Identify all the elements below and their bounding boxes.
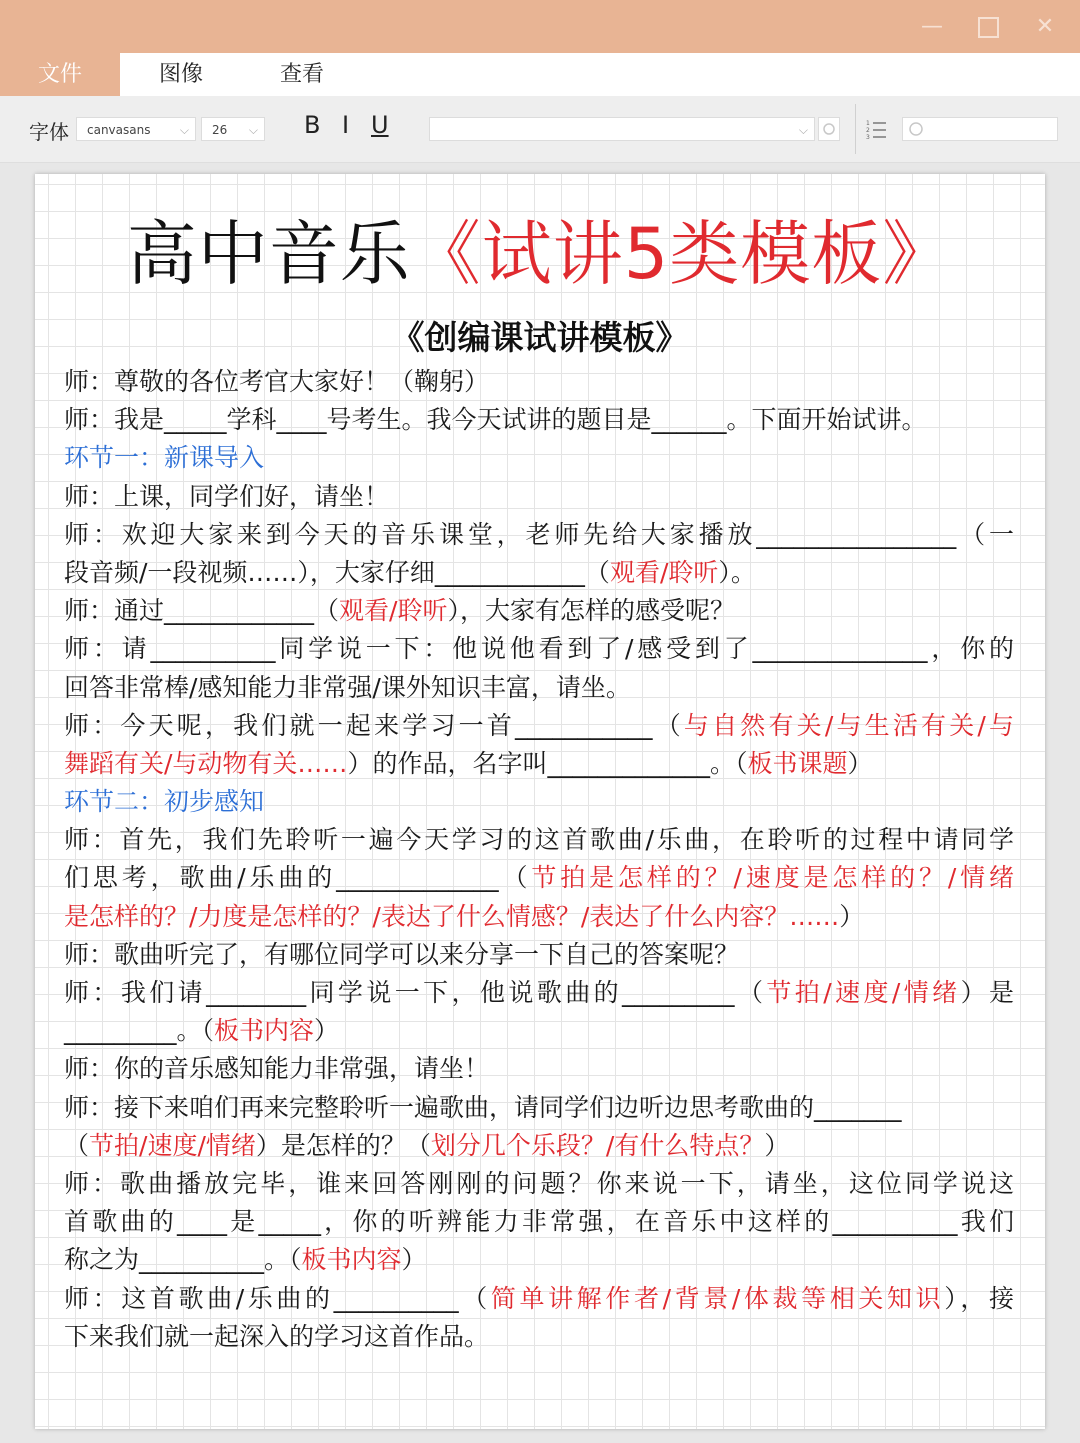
close-icon[interactable]: ✕ [1035,14,1055,39]
line-text: ） [839,901,865,931]
line-text: ）的作品，名字叫_____________。（ [347,748,748,778]
document-line [64,1241,1014,1279]
section-heading-text: 环节一：新课导入 [64,443,265,473]
title-main: 高中音乐 [126,213,411,295]
underline-button[interactable]: U [371,111,389,139]
highlight-text: 观看/聆听 [609,557,719,587]
line-text: 师：歌曲听完了，有哪位同学可以来分享一下自己的答案呢？ [64,939,740,969]
line-text: ）是 [960,978,1014,1007]
line-text: （ [64,1130,90,1160]
line-text: 师：接下来咱们再来完整聆听一遍歌曲，请同学们边听边思考歌曲的_______ [64,1092,902,1122]
highlight-text: 节拍是怎样的？/速度是怎样的？/情绪 [531,863,1014,893]
refresh-button[interactable] [818,117,840,141]
svg-text:3: 3 [866,134,870,140]
line-text: 师：请__________同学说一下：他说他看到了/感受到了______________，你的 [64,634,1014,664]
document-line [64,1318,1014,1356]
line-text: 称之为__________。（ [64,1245,302,1275]
line-text: ） [314,1016,340,1046]
document-line [64,898,1014,936]
font-size-value: 26 [212,123,228,137]
line-text: 师：歌曲播放完毕，谁来回答刚刚的问题？你来说一下，请坐，这位同学说这 [64,1168,1014,1198]
refresh-icon [819,118,839,140]
highlight-text: 简单讲解作者/背景/体裁等相关知识 [490,1283,945,1313]
svg-text:1: 1 [866,120,870,127]
numbered-list-button[interactable] [866,118,888,140]
document-line [64,1280,1014,1318]
document-line [64,554,1014,592]
highlight-text: 与自然有关/与生活有关/与 [683,710,1014,740]
line-text: 首歌曲的____是_____，你的听辨能力非常强，在音乐中这样的__________我们 [64,1207,1014,1237]
menu-bar [0,53,1080,96]
highlight-text: 板书内容 [214,1016,315,1046]
document-line [64,630,1014,668]
line-text: ）是怎样的？（ [255,1130,431,1160]
font-family-value: canvasans [87,123,151,137]
line-text: ），大家有怎样的感受呢？ [447,596,735,626]
search-input[interactable] [902,117,1058,141]
page-title [35,198,1045,299]
line-text: 师：上课，同学们好，请坐！ [64,481,390,511]
document-page[interactable] [35,174,1045,1429]
document-line [64,936,1014,974]
highlight-text: 节拍/速度/情绪 [89,1130,256,1160]
document-line [64,1089,1014,1127]
page-subtitle: 《创编课试讲模板》 [391,318,689,357]
chevron-down-icon: ⌵ [248,123,258,137]
document-line [64,821,1014,859]
italic-button[interactable]: I [342,111,350,139]
document-line [64,859,1014,897]
line-text: 师：我们请________同学说一下，他说歌曲的_________（ [64,978,767,1007]
menu-file[interactable]: 文件 [0,53,120,96]
search-icon [906,118,926,140]
line-text: 师：今天呢，我们就一起来学习一首___________（ [64,710,684,740]
chevron-down-icon: ⌵ [798,123,808,137]
document-line [64,974,1014,1012]
title-highlight: 《试讲5类模板》 [410,213,954,295]
line-text: 师：这首歌曲/乐曲的__________（ [64,1283,491,1313]
section-heading-text: 环节二：初步感知 [64,787,265,817]
document-line [64,1127,1014,1165]
section-heading [64,439,1014,477]
highlight-text: 观看/聆听 [339,596,448,626]
line-text: ） [401,1245,427,1275]
document-line [64,516,1014,554]
line-text: 师：欢迎大家来到今天的音乐课堂，老师先给大家播放________________（一 [64,519,1014,549]
maximize-icon[interactable] [968,10,1008,44]
document-line [64,478,1014,516]
document-line [64,363,1014,401]
document-line [64,1203,1014,1241]
menu-image[interactable]: 图像 [158,62,203,87]
line-text: 师：我是_____学科____号考生。我今天试讲的题目是______。下面开始试讲。 [64,405,927,435]
document-line [64,401,1014,439]
font-size-select[interactable] [201,117,265,141]
section-heading [64,783,1014,821]
document-line [64,1165,1014,1203]
line-text: 师：你的音乐感知能力非常强，请坐！ [64,1054,490,1084]
document-body [64,363,1014,1356]
toolbar-divider [855,104,856,154]
line-text: _________。（ [64,1016,215,1046]
highlight-text: 节拍/速度/情绪 [766,978,961,1007]
highlight-text: 板书课题 [747,748,848,778]
menu-view[interactable]: 查看 [279,62,324,87]
line-text: ）。 [718,557,756,587]
line-text: 师：首先，我们先聆听一遍今天学习的这首歌曲/乐曲，在聆听的过程中请同学 [64,825,1014,855]
document-line [64,1012,1014,1050]
line-text: 师：尊敬的各位考官大家好！（鞠躬） [64,367,490,396]
chevron-down-icon: ⌵ [179,123,189,137]
line-text: ） [764,1130,790,1160]
title-bar [0,0,1080,53]
line-text: 师：通过____________（ [64,596,340,626]
document-line [64,1050,1014,1088]
line-text: ），接 [944,1283,1014,1313]
line-text: 回答非常棒/感知能力非常强/课外知识丰富，请坐。 [64,672,631,702]
document-line [64,707,1014,745]
font-family-select[interactable] [76,117,196,141]
font-label: 字体 [29,120,69,144]
line-text: 段音频/一段视频……），大家仔细____________（ [64,557,610,587]
svg-text:2: 2 [866,127,870,134]
style-select[interactable] [429,117,815,141]
line-text: 们思考，歌曲/乐曲的_____________（ [64,863,532,893]
highlight-text: 舞蹈有关/与动物有关…… [64,748,348,778]
line-text: 下来我们就一起深入的学习这首作品。 [64,1321,490,1351]
highlight-text: 划分几个乐段？/有什么特点？ [430,1130,765,1160]
bold-button[interactable]: B [304,111,321,139]
minimize-icon[interactable]: — [921,14,943,39]
highlight-text: 板书内容 [301,1245,402,1275]
document-line [64,669,1014,707]
line-text: ） [847,748,873,778]
numbered-list-icon [866,118,888,140]
document-line [64,592,1014,630]
document-line [64,745,1014,783]
highlight-text: 是怎样的？/力度是怎样的？/表达了什么情感？/表达了什么内容？…… [64,901,840,931]
